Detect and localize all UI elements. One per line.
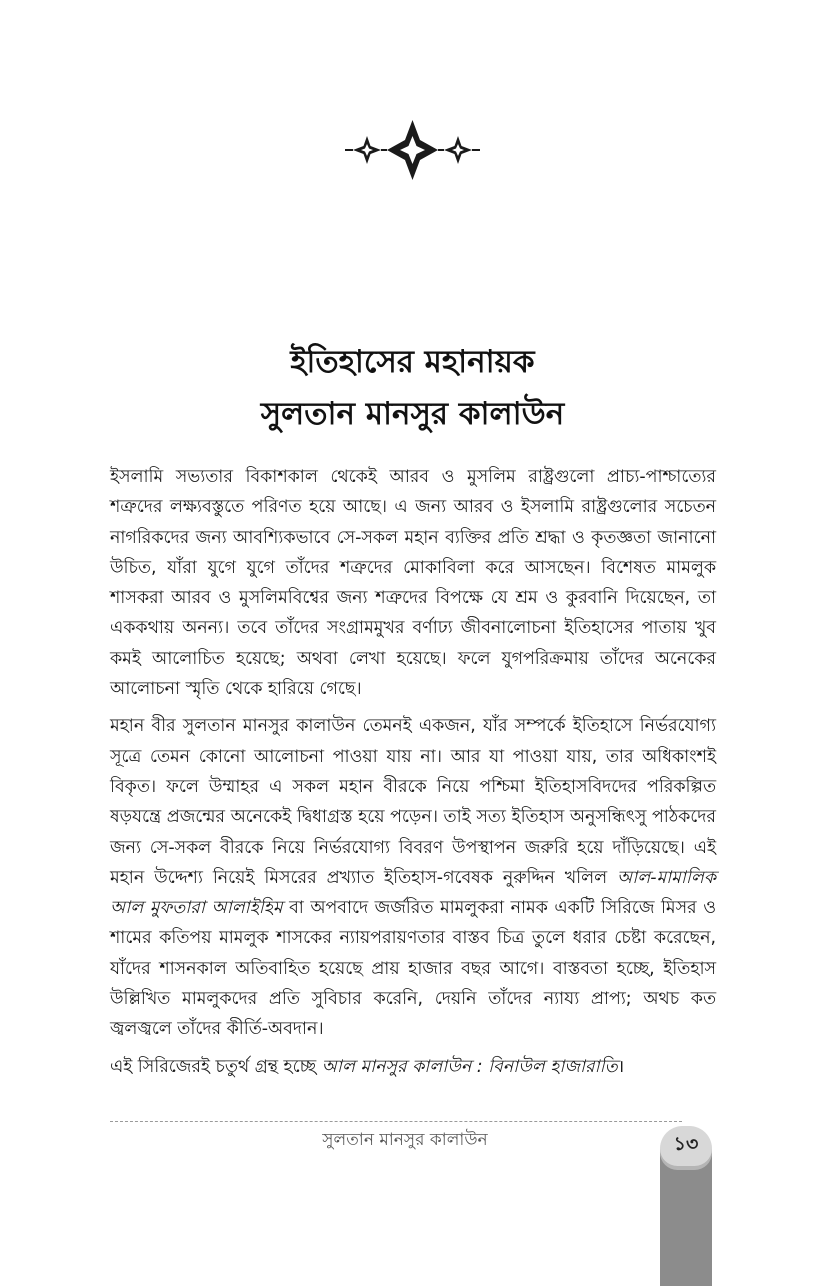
paragraph-1-text: ইসলামি সভ্যতার বিকাশকাল থেকেই আরব ও মুসলিম রাষ্ট্রগুলো প্রাচ্য-পাশ্চাত্যের শত্রুদের লক্ষ্যবস্তুতে পরিণত হয়ে আছে। এ জন্য আরব ও ইসলামি রাষ্ট্রগুলোর সচেতন নাগরিকদের জন্য আবশ্যিকভাবে সে-সকল মহান ব্যক্তির প্রতি শ্রদ্ধা ও কৃতজ্ঞতা জানানো উচিত, যাঁরা যুগে যুগে তাঁদের শত্রুদের মোকাবিলা করে আসছেন। বিশেষত মামলুক শাসকরা আরব ও মুসলিমবিশ্বের জন্য শত্রুদের বিপক্ষে যে শ্রম ও কুরবানি দিয়েছেন, তা এককথায় অনন্য। তবে তাঁদের সংগ্রামমুখর বর্ণাঢ্য জীবনালোচনা ইতিহাসের পাতায় খুব কমই আলোচিত হয়েছে; অথবা লেখা হয়েছে। ফলে যুগপরিক্রমায় তাঁদের অনেকের আলোচনা স্মৃতি থেকে হারিয়ে গেছে। <box>110 467 716 700</box>
chapter-title-line-2: সুলতান মানসুর কালাউন <box>260 396 565 432</box>
paragraph-2-text-a: মহান বীর সুলতান মানসুর কালাউন তেমনই একজন, যাঁর সম্পর্কে ইতিহাসে নির্ভরযোগ্য সূত্রে তেমন কোনো আলোচনা পাওয়া যায় না। আর যা পাওয়া যায়, তার অধিকাংশই বিকৃত। ফলে উম্মাহর এ সকল মহান বীরকে নিয়ে পশ্চিমা ইতিহাসবিদদের পরিকল্পিত ষড়যন্ত্রে প্রজন্মের অনেকেই দ্বিধাগ্রস্ত হয়ে পড়েন। তাই সত্য ইতিহাস অনুসন্ধিৎসু পাঠকদের জন্য সে-সকল বীরকে নিয়ে নির্ভরযোগ্য বিবরণ উপস্থাপন জরুরি হয়ে দাঁড়িয়েছে। এই মহান উদ্দেশ্য নিয়েই মিসরের প্রখ্যাত ইতিহাস-গবেষক নুরুদ্দিন খলিল <box>110 716 716 888</box>
page-number: ১৩ <box>673 1133 699 1155</box>
paragraph-2 <box>110 711 716 1044</box>
running-title: সুলতান মানসুর কালাউন <box>322 1130 488 1150</box>
paragraph-2-text-b: বা অপবাদে জর্জরিত মামলুকরা নামক একটি সিরিজে মিসর ও শামের কতিপয় মামলুক শাসকের ন্যায়পরায়ণতার বাস্তব চিত্র তুলে ধরার চেষ্টা করেছেন, যাঁদের শাসনকাল অতিবাহিত হয়েছে প্রায় হাজার বছর আগে। বাস্তবতা হচ্ছে, ইতিহাস উল্লিখিত মামলুকদের প্রতি সুবিচার করেনি, দেয়নি তাঁদের ন্যায্য প্রাপ্য; অথচ কত জ্বলজ্বলে তাঁদের কীর্তি-অবদান। <box>110 898 716 1040</box>
book-title: আল মানসুর কালাউন : বিনাউল হাজারাতি <box>321 1056 618 1077</box>
chapter-title-line-1: ইতিহাসের মহানায়ক <box>290 344 535 380</box>
body-text <box>110 462 716 1089</box>
footer-divider <box>110 1121 682 1122</box>
book-series-title: আল-মামালিক আল মুফতারা আলাইহিম <box>110 867 716 919</box>
paragraph-3-text-a: এই সিরিজেরই চতুর্থ গ্রন্থ হচ্ছে <box>110 1056 322 1077</box>
paragraph-3 <box>110 1052 716 1082</box>
chapter-title <box>0 336 825 440</box>
diamond-star-ornament-icon <box>345 118 480 182</box>
paragraph-1 <box>110 462 716 704</box>
paragraph-3-text-b: । <box>617 1056 625 1077</box>
